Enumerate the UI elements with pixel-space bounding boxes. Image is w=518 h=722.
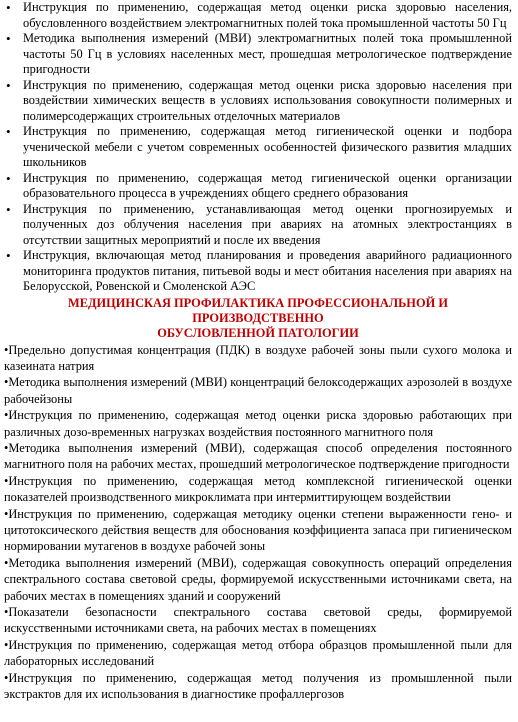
list-item-text: Инструкция по применению, содержащая метод оценки риска здоровью населения при воздействии химических веществ в условиях использования совокупности полимерных и полимерсодержащих строительных отделочных материалов (23, 77, 512, 123)
list-item (4, 555, 512, 604)
bullet-icon: • (4, 375, 9, 390)
bullet-icon: • (6, 31, 11, 46)
list-item (4, 374, 512, 407)
bullet-icon: • (4, 342, 9, 357)
section-heading (4, 296, 512, 341)
list-item (4, 637, 512, 670)
list-item (4, 31, 512, 78)
bullet-icon: • (6, 77, 11, 93)
list-item-text: Методика выполнения измерений (МВИ), содержащая способ определения постоянного магнитного поля на рабочих местах, прошедший метрологическое подтверждение пригодности (4, 440, 512, 472)
list-item (4, 604, 512, 637)
list-item-text: Методика выполнения измерений (МВИ) концентраций белоксодержащих аэрозолей в воздухе рабочейзоны (4, 375, 512, 406)
list-item-text: Инструкция по применению, содержащая метод оценки риска здоровью работающих при различных дозо-временных нагрузках воздействия постоянного магнитного поля (4, 408, 512, 439)
list-item (4, 440, 512, 473)
bullet-icon: • (4, 408, 9, 423)
list-item-text: Инструкция по применению, содержащая метод гигиенической оценки организации образовательного процесса в учреждениях общего среднего образования (23, 170, 512, 200)
hygiene-methods-list (4, 0, 512, 295)
list-item-text: Инструкция по применению, устанавливающая метод оценки прогнозируемых и полученных доз облучения населения при авариях на атомных электростанциях в отсутствии защитных мероприятий и после их введения (23, 201, 512, 247)
bullet-icon: • (6, 201, 11, 217)
list-item (4, 473, 512, 506)
section-heading-line-2: ОБУСЛОВЛЕННОЙ ПАТОЛОГИИ (157, 325, 359, 340)
bullet-icon: • (4, 555, 9, 570)
bullet-icon: • (6, 0, 11, 15)
occupational-methods-list (4, 342, 512, 703)
list-item (4, 171, 512, 202)
list-item (4, 670, 512, 703)
list-item (4, 0, 512, 31)
list-item-text: Инструкция по применению, содержащая метод комплексной гигиенической оценки показателей производственного микроклимата при интермиттирующем воздействии (4, 473, 512, 505)
bullet-icon: • (6, 248, 11, 263)
bullet-icon: • (4, 670, 9, 685)
list-item-text: Показатели безопасности спектрального состава световой среды, формируемой искусственными источниками света, на рабочих местах в помещениях (4, 605, 512, 636)
list-item-text: Инструкция, включающая метод планирования и проведения аварийного радиационного мониторинга продуктов питания, питьевой воды и мест обитания населения при авариях на Белорусской, Ровенской и Смоленской АЭС (23, 248, 512, 293)
list-item-text: Методика выполнения измерений (МВИ), содержащая совокупность операций определения спектрального состава световой среды, формируемой искусственными источниками света, на рабочих местах в помещениях зданий и сооружений (4, 555, 512, 603)
list-item (4, 248, 512, 295)
list-item-text: Инструкция по применению, содержащая метод оценки риска здоровью населения, обусловленного воздействием электромагнитных полей тока промышленной частоты 50 Гц (23, 0, 512, 30)
list-item-text: Инструкция по применению, содержащая метод отбора образцов промышленной пыли для лабораторных исследований (4, 637, 512, 669)
bullet-icon: • (6, 170, 11, 186)
list-item (4, 78, 512, 125)
bullet-icon: • (4, 605, 9, 619)
list-item-text: Инструкция по применению, содержащая методику оценки степени выраженности гено- и цитотоксического действия веществ для обоснования коэффициента запаса при гигиеническом нормировании мутагенов в воздухе рабочей зоны (4, 506, 512, 554)
list-item-text: Инструкция по применению, содержащая метод получения из промышленной пыли экстрактов для их использования в диагностике профаллергозов (4, 670, 512, 702)
bullet-icon: • (4, 473, 9, 488)
bullet-icon: • (4, 637, 9, 652)
list-item (4, 202, 512, 249)
list-item (4, 124, 512, 171)
list-item (4, 506, 512, 555)
bullet-icon: • (4, 440, 9, 455)
bullet-icon: • (6, 124, 11, 139)
list-item (4, 342, 512, 375)
list-item-text: Предельно допустимая концентрация (ПДК) в воздухе рабочей зоны пыли сухого молока и казеината натрия (4, 342, 512, 373)
section-heading-line-1: МЕДИЦИНСКАЯ ПРОФИЛАКТИКА ПРОФЕССИОНАЛЬНОЙ И ПРОИЗВОДСТВЕННО (68, 295, 448, 325)
list-item (4, 407, 512, 440)
list-item-text: Инструкция по применению, содержащая метод гигиенической оценки и подбора ученической мебели с учетом современных особенностей физического развития младших школьников (23, 124, 512, 169)
bullet-icon: • (4, 506, 9, 521)
list-item-text: Методика выполнения измерений (МВИ) электромагнитных полей тока промышленной частоты 50 Гц в условиях населенных мест, прошедшая метрологическое подтверждение пригодности (23, 31, 512, 76)
